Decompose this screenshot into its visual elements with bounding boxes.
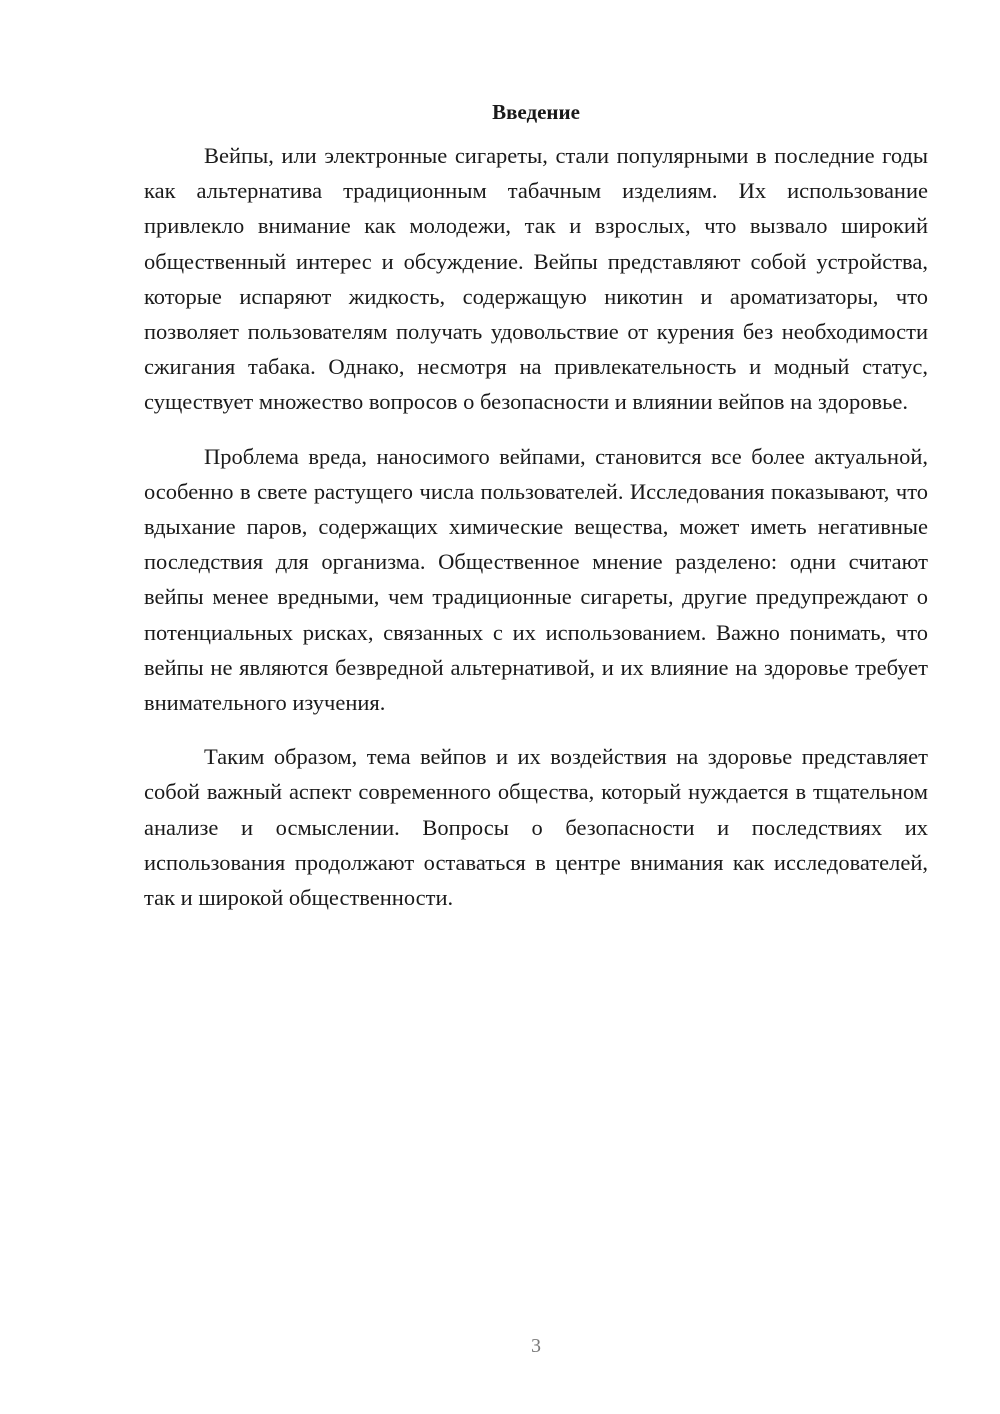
paragraph-1: Вейпы, или электронные сигареты, стали популярными в последние годы как альтернатива традиционным табачным изделиям. Их использование привлекло внимание как молодежи, так и взрослых, что вызвало широкий общественный интерес и обсуждение. Вейпы представляют собой устройства, которые испаряют жидкость, содержащую никотин и ароматизаторы, что позволяет пользователям получать удовольствие от курения без необходимости сжигания табака. Однако, несмотря на привлекательность и модный статус, существует множество вопросов о безопасности и влиянии вейпов на здоровье.: [144, 143, 928, 415]
paragraph-2: Проблема вреда, наносимого вейпами, становится все более актуальной, особенно в свете растущего числа пользователей. Исследования показывают, что вдыхание паров, содержащих химические вещества, может иметь негативные последствия для организма. Общественное мнение разделено: одни считают вейпы менее вредными, чем традиционные сигареты, другие предупреждают о потенциальных рисках, связанных с их использованием. Важно понимать, что вейпы не являются безвредной альтернативой, и их влияние на здоровье требует внимательного изучения.: [144, 443, 928, 716]
page-number: 3: [531, 1335, 541, 1357]
page-content: [144, 96, 928, 934]
paragraph-3: Таким образом, тема вейпов и их воздействия на здоровье представляет собой важный аспект современного общества, который нуждается в тщательном анализе и осмыслении. Вопросы о безопасности и последствиях их использования продолжают оставаться в центре внимания как исследователей, так и широкой общественности.: [144, 744, 928, 911]
section-heading: Введение: [492, 100, 580, 124]
